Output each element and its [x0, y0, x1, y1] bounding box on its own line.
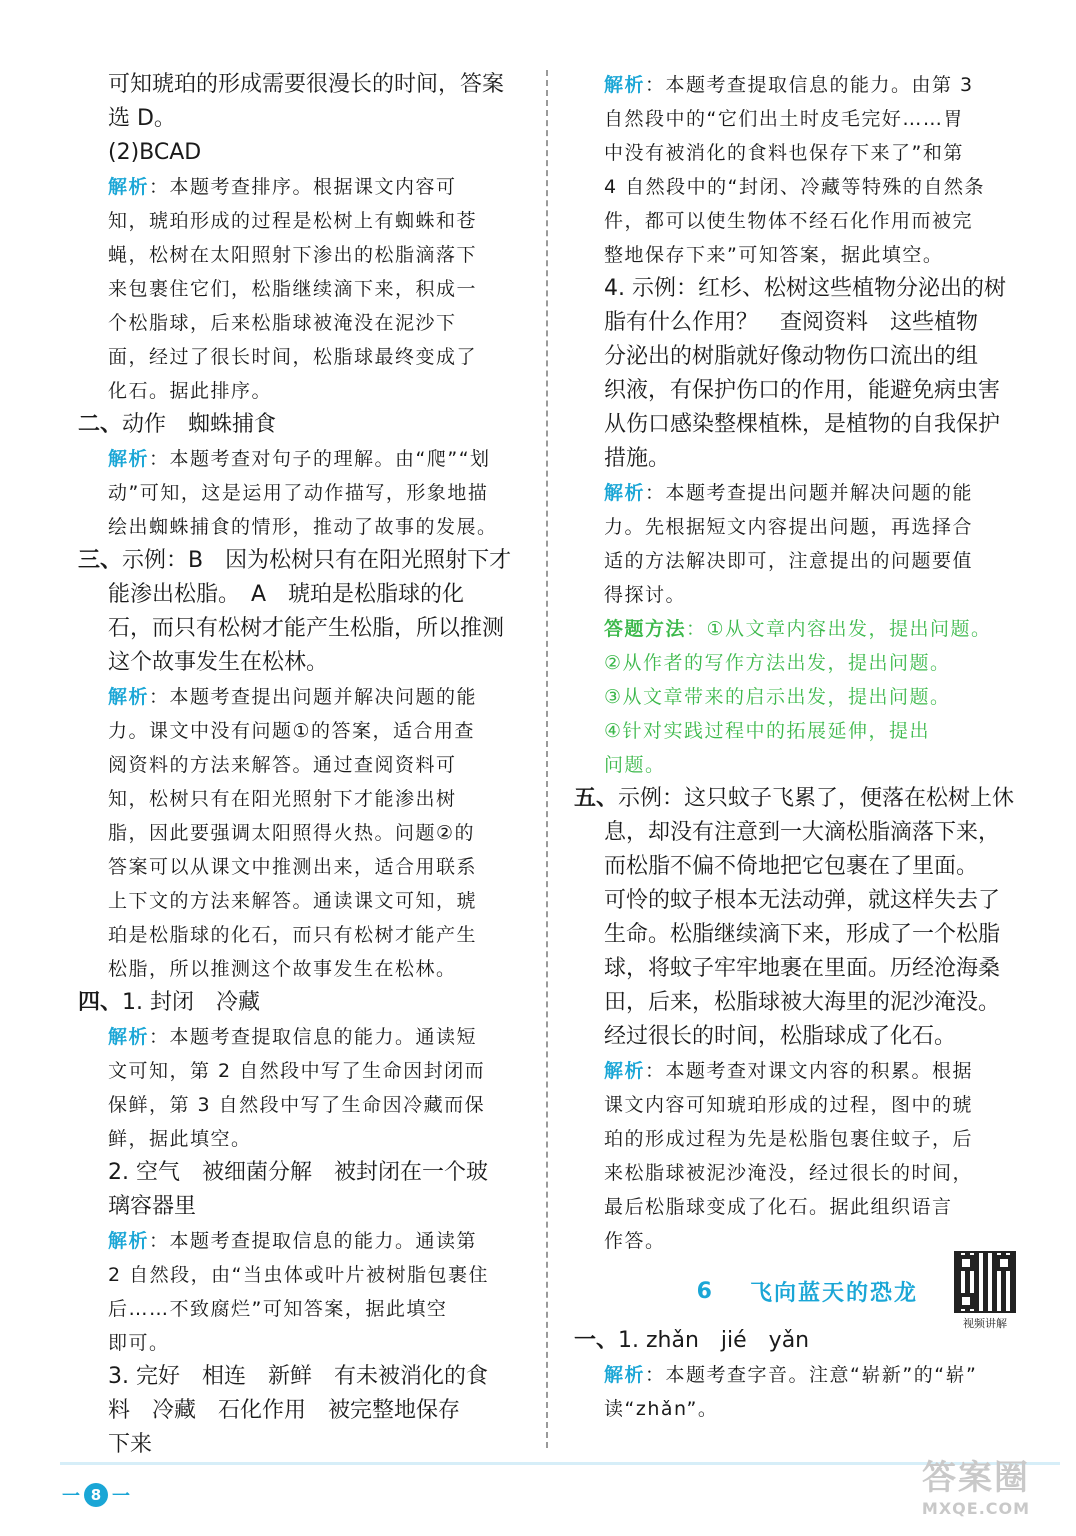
text-line — [574, 1190, 1022, 1224]
text-line — [574, 374, 1022, 408]
qr-code-block[interactable] — [948, 1251, 1022, 1331]
section-number: 五、 — [574, 786, 619, 811]
line-text: 球，将蚊子牢牢地裹在里面。历经沧海桑 — [604, 956, 1001, 981]
line-text: 得探讨。 — [604, 584, 687, 606]
text-line — [78, 510, 526, 544]
text-line — [574, 612, 1022, 646]
text-line — [574, 1020, 1022, 1054]
line-text: ：本题考查提取信息的能力。由第 3 — [645, 74, 974, 96]
text-line — [78, 170, 526, 204]
text-line — [574, 714, 1022, 748]
chapter-title: 飞向蓝天的恐龙 — [749, 1280, 918, 1306]
line-text: 松脂，所以推测这个故事发生在松林。 — [108, 958, 457, 980]
text-line — [574, 782, 1022, 816]
line-text: 分泌出的树脂就好像动物伤口流出的组 — [604, 344, 979, 369]
text-line — [78, 408, 526, 442]
line-text: 最后松脂球变成了化石。据此组织语言 — [604, 1196, 953, 1218]
line-text: 动作 蜘蛛捕食 — [122, 412, 277, 437]
line-text: ：本题考查字音。注意“崭新”的“崭” — [645, 1364, 978, 1386]
text-line — [574, 68, 1022, 102]
section-number: 二、 — [78, 412, 123, 437]
line-text: ：本题考查提出问题并解决问题的能 — [149, 686, 478, 708]
text-line — [78, 646, 526, 680]
line-text: 保鲜，第 3 自然段中写了生命因冷藏而保 — [108, 1094, 486, 1116]
page-right-deco: 一 — [112, 1486, 130, 1507]
text-line — [574, 510, 1022, 544]
line-text: 面，经过了很长时间，松脂球最终变成了 — [108, 346, 478, 368]
line-text: ：本题考查对句子的理解。由“爬”“划 — [149, 448, 491, 470]
text-line — [78, 952, 526, 986]
text-line — [574, 1156, 1022, 1190]
text-line — [78, 986, 526, 1020]
line-text: ：本题考查提出问题并解决问题的能 — [645, 482, 974, 504]
text-line — [574, 306, 1022, 340]
page-left-deco: 一 — [62, 1486, 80, 1507]
qr-caption: 视频讲解 — [963, 1317, 1007, 1330]
line-text: 上下文的方法来解答。通读课文可知，琥 — [108, 890, 478, 912]
analysis-label: 解析 — [604, 482, 646, 504]
text-line — [78, 1054, 526, 1088]
text-line — [78, 306, 526, 340]
line-text: 能渗出松脂。 A 琥珀是松脂球的化 — [108, 582, 465, 607]
text-line — [574, 850, 1022, 884]
text-line — [574, 102, 1022, 136]
text-line — [574, 1392, 1022, 1426]
line-text: 2. 空气 被细菌分解 被封闭在一个玻 — [108, 1160, 488, 1185]
line-text: 经过很长的时间，松脂球成了化石。 — [604, 1024, 957, 1049]
line-text: 力。课文中没有问题①的答案，适合用查 — [108, 720, 476, 742]
text-line — [78, 1224, 526, 1258]
text-line — [574, 952, 1022, 986]
line-text: 化石。据此排序。 — [108, 380, 273, 402]
text-line — [574, 476, 1022, 510]
text-line — [78, 102, 526, 136]
line-text: ②从作者的写作方法出发，提出问题。 — [604, 652, 951, 674]
text-line — [78, 748, 526, 782]
line-text: 料 冷藏 石化作用 被完整地保存 — [108, 1398, 461, 1423]
text-line — [78, 816, 526, 850]
line-text: 1. zhǎn jié yǎn — [618, 1328, 810, 1353]
line-text: 4 自然段中的“封闭、冷藏等特殊的自然条 — [604, 176, 985, 198]
analysis-label: 解析 — [604, 1060, 646, 1082]
line-text: 力。先根据短文内容提出问题，再选择合 — [604, 516, 974, 538]
text-line — [78, 544, 526, 578]
line-text: 示例：B 因为松树只有在阳光照射下才 — [122, 548, 512, 573]
text-line — [574, 442, 1022, 476]
line-text: 适的方法解决即可，注意提出的问题要值 — [604, 550, 974, 572]
line-text: 绘出蜘蛛捕食的情形，推动了故事的发展。 — [108, 516, 498, 538]
line-text: 中没有被消化的食料也保存下来了”和第 — [604, 142, 964, 164]
analysis-label: 解析 — [604, 1364, 646, 1386]
chapter-title-row — [574, 1258, 1022, 1330]
text-line — [574, 680, 1022, 714]
text-line — [78, 714, 526, 748]
analysis-label: 解析 — [108, 1230, 150, 1252]
analysis-label: 解析 — [604, 74, 646, 96]
line-text: 鲜，据此填空。 — [108, 1128, 252, 1150]
line-text: 个松脂球，后来松脂球被淹没在泥沙下 — [108, 312, 457, 334]
line-text: 珀的形成过程为先是松脂包裹住蚊子，后 — [604, 1128, 974, 1150]
line-text: 可怜的蚊子根本无法动弹，就这样失去了 — [604, 888, 1001, 913]
text-line — [78, 1326, 526, 1360]
line-text: 阅资料的方法来解答。通过查阅资料可 — [108, 754, 457, 776]
line-text: 选 D。 — [108, 106, 176, 131]
text-line — [574, 748, 1022, 782]
text-line — [78, 136, 526, 170]
line-text: 织液，有保护伤口的作用，能避免病虫害 — [604, 378, 1001, 403]
qr-code-icon[interactable] — [954, 1251, 1016, 1313]
line-text: 这个故事发生在松林。 — [108, 650, 329, 675]
line-text: 石，而只有松树才能产生松脂，所以推测 — [108, 616, 505, 641]
line-text: 田，后来，松脂球被大海里的泥沙淹没。 — [604, 990, 1001, 1015]
text-line — [574, 816, 1022, 850]
text-line — [78, 442, 526, 476]
text-line — [78, 238, 526, 272]
section-number: 四、 — [78, 990, 123, 1015]
line-text: 后……不致腐烂”可知答案，据此填空 — [108, 1298, 448, 1320]
page-number: 8 — [84, 1483, 108, 1507]
watermark-logo-text: 答案圈 — [922, 1458, 1030, 1498]
line-text: 件，都可以使生物体不经石化作用而被完 — [604, 210, 974, 232]
text-line — [574, 1358, 1022, 1392]
text-line — [78, 918, 526, 952]
line-text: 措施。 — [604, 446, 671, 471]
analysis-label: 解析 — [108, 448, 150, 470]
method-label: 答题方法 — [604, 618, 687, 640]
left-column — [78, 68, 526, 1462]
line-text: 息，却没有注意到一大滴松脂滴落下来， — [604, 820, 1001, 845]
line-text: 知，松树只有在阳光照射下才能渗出树 — [108, 788, 457, 810]
text-line — [574, 204, 1022, 238]
text-line — [78, 1360, 526, 1394]
line-text: 2 自然段，由“当虫体或叶片被树脂包裹住 — [108, 1264, 489, 1286]
analysis-label: 解析 — [108, 686, 150, 708]
line-text: ：本题考查对课文内容的积累。根据 — [645, 1060, 974, 1082]
text-line — [574, 340, 1022, 374]
line-text: 示例：这只蚊子飞累了，便落在松树上休 — [618, 786, 1015, 811]
text-line — [78, 884, 526, 918]
line-text: 而松脂不偏不倚地把它包裹在了里面。 — [604, 854, 979, 879]
text-line — [574, 884, 1022, 918]
text-line — [78, 1156, 526, 1190]
line-text: 整地保存下来”可知答案，据此填空。 — [604, 244, 944, 266]
line-text: ③从文章带来的启示出发，提出问题。 — [604, 686, 951, 708]
line-text: 自然段中的“它们出土时皮毛完好……胃 — [604, 108, 964, 130]
line-text: 即可。 — [108, 1332, 170, 1354]
text-line — [78, 272, 526, 306]
text-line — [574, 136, 1022, 170]
text-line — [574, 238, 1022, 272]
text-line — [574, 578, 1022, 612]
line-text: 下来 — [108, 1432, 153, 1457]
line-text: 答案可以从课文中推测出来，适合用联系 — [108, 856, 478, 878]
line-text: 作答。 — [604, 1230, 666, 1252]
text-line — [574, 918, 1022, 952]
line-text: 1. 封闭 冷藏 — [122, 990, 260, 1015]
text-line — [78, 578, 526, 612]
text-line — [78, 1190, 526, 1224]
line-text: ：本题考查提取信息的能力。通读第 — [149, 1230, 478, 1252]
right-column — [574, 68, 1022, 1426]
line-text: (2)BCAD — [108, 140, 202, 165]
text-line — [78, 204, 526, 238]
text-line — [78, 374, 526, 408]
text-line — [574, 1088, 1022, 1122]
text-line — [78, 340, 526, 374]
line-text: 从伤口感染整棵植株，是植物的自我保护 — [604, 412, 1001, 437]
line-text: 读“zhǎn”。 — [604, 1398, 719, 1420]
line-text: 文可知，第 2 自然段中写了生命因封闭而 — [108, 1060, 486, 1082]
line-text: 生命。松脂继续滴下来，形成了一个松脂 — [604, 922, 1001, 947]
text-line — [574, 272, 1022, 306]
text-line — [574, 544, 1022, 578]
text-line — [574, 646, 1022, 680]
watermark — [896, 1450, 1056, 1518]
text-line — [78, 612, 526, 646]
line-text: ：本题考查排序。根据课文内容可 — [149, 176, 457, 198]
text-line — [574, 170, 1022, 204]
line-text: 课文内容可知琥珀形成的过程，图中的琥 — [604, 1094, 974, 1116]
text-line — [78, 1428, 526, 1462]
watermark-url: MXQE.COM — [921, 1499, 1031, 1518]
line-text: 动”可知，这是运用了动作描写，形象地描 — [108, 482, 489, 504]
line-text: 蝇，松树在太阳照射下渗出的松脂滴落下 — [108, 244, 478, 266]
text-line — [78, 68, 526, 102]
line-text: 脂，因此要强调太阳照得火热。问题②的 — [108, 822, 476, 844]
text-line — [78, 1258, 526, 1292]
text-line — [78, 680, 526, 714]
line-text: 可知琥珀的形成需要很漫长的时间，答案 — [108, 72, 505, 97]
line-text: 知，琥珀形成的过程是松树上有蜘蛛和苍 — [108, 210, 478, 232]
text-line — [78, 1122, 526, 1156]
text-line — [78, 782, 526, 816]
column-divider — [546, 70, 548, 1448]
line-text: 璃容器里 — [108, 1194, 197, 1219]
line-text: 4. 示例：红杉、松树这些植物分泌出的树 — [604, 276, 1006, 301]
text-line — [574, 1054, 1022, 1088]
section-number: 三、 — [78, 548, 123, 573]
text-line — [574, 408, 1022, 442]
page-number-marker — [62, 1482, 130, 1508]
line-text: ④针对实践过程中的拓展延伸，提出 — [604, 720, 931, 742]
line-text: ：①从文章内容出发，提出问题。 — [686, 618, 992, 640]
line-text: 问题。 — [604, 754, 666, 776]
text-line — [78, 1292, 526, 1326]
text-line — [78, 1020, 526, 1054]
text-line — [78, 476, 526, 510]
text-line — [574, 986, 1022, 1020]
text-line — [78, 850, 526, 884]
chapter-number: 6 — [696, 1278, 712, 1304]
text-line — [574, 1122, 1022, 1156]
line-text: 来包裹住它们，松脂继续滴下来，积成一 — [108, 278, 478, 300]
section-number: 一、 — [574, 1328, 619, 1353]
line-text: 珀是松脂球的化石，而只有松树才能产生 — [108, 924, 478, 946]
analysis-label: 解析 — [108, 1026, 150, 1048]
text-line — [78, 1394, 526, 1428]
line-text: ：本题考查提取信息的能力。通读短 — [149, 1026, 478, 1048]
text-line — [78, 1088, 526, 1122]
line-text: 来松脂球被泥沙淹没，经过很长的时间， — [604, 1162, 974, 1184]
line-text: 3. 完好 相连 新鲜 有未被消化的食 — [108, 1364, 488, 1389]
analysis-label: 解析 — [108, 176, 150, 198]
line-text: 脂有什么作用？ 查阅资料 这些植物 — [604, 310, 979, 335]
